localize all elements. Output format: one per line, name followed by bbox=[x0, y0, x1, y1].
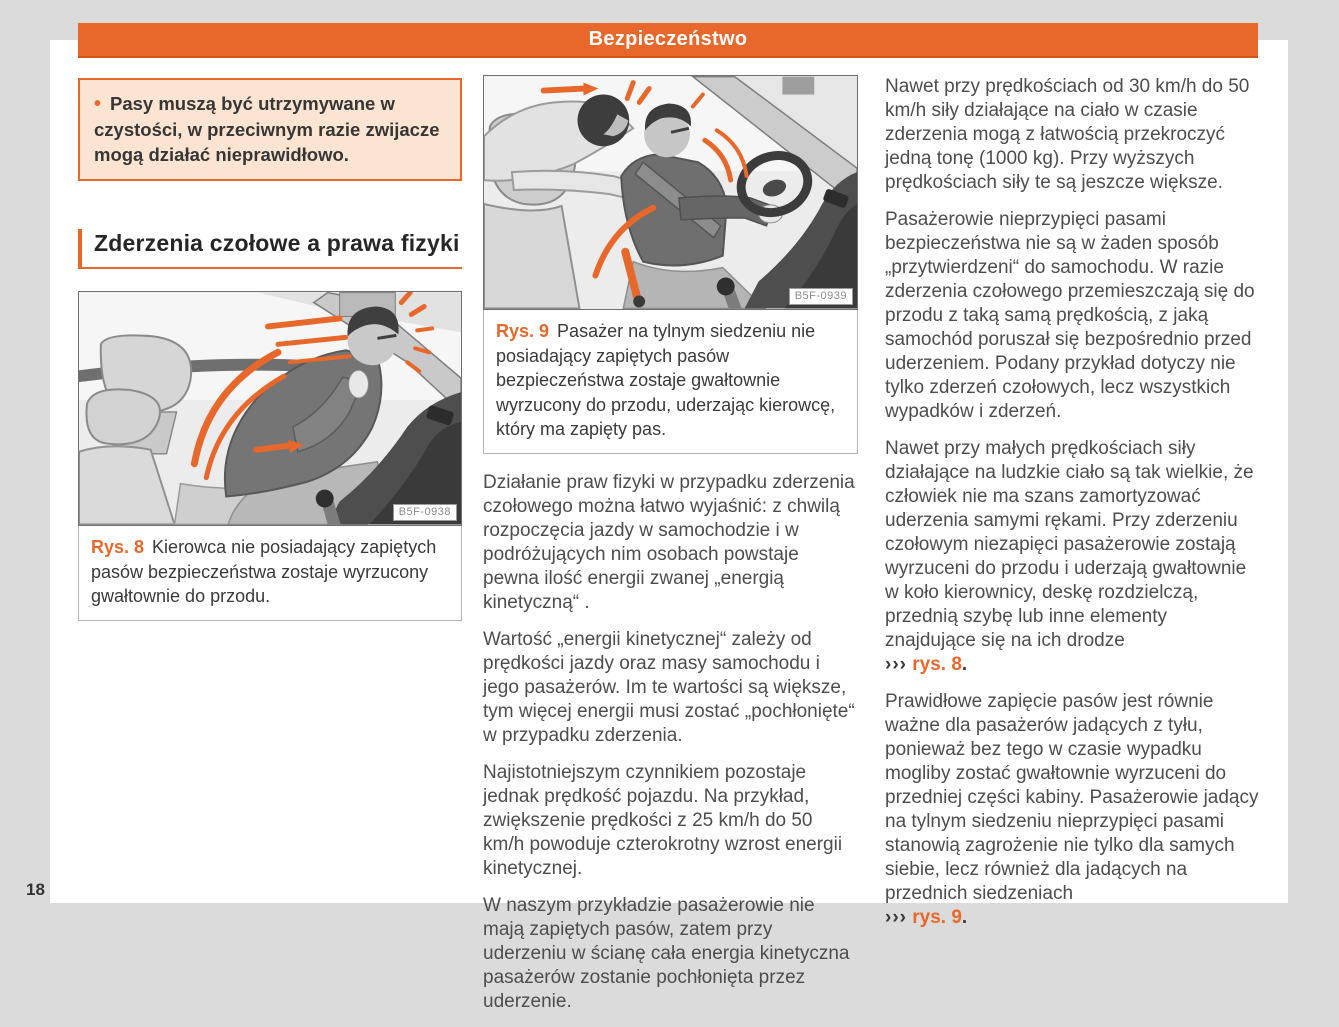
figure-9 bbox=[483, 75, 858, 454]
figure-8-label: Rys. 8 bbox=[91, 537, 145, 557]
warning-note-text: Pasy muszą być utrzymywane w czystości, w przeciwnym razie zwijacze mogą działać nieprawidłowo. bbox=[94, 93, 440, 165]
middle-column bbox=[483, 75, 858, 1027]
paragraph: Najistotniejszym czynnikiem pozostaje jednak prędkość pojazdu. Na przykład, zwiększenie prędkości z 25 km/h do 50 km/h powoduje czterokrotny wzrost energii kinetycznej. bbox=[483, 761, 843, 879]
page-header-banner bbox=[78, 23, 1258, 58]
paragraph: Pasażerowie nieprzypięci pasami bezpieczeństwa nie są w żaden sposób „przytwierdzeni“ do samochodu. W razie zderzenia czołowego przemieszczają się do przodu z taką samą prędkością, z jaką samochód poruszał się bezpośrednio przed uderzeniem. Podany przykład dotyczy nie tylko zderzeń czołowych, lecz wszystkich wypadków i zderzeń. bbox=[885, 209, 1255, 422]
figure-9-label: Rys. 9 bbox=[496, 321, 550, 341]
image-code-label: B5F-0938 bbox=[393, 504, 457, 521]
belt-buckle bbox=[633, 295, 645, 307]
car-crash-rear-passenger-illustration bbox=[484, 76, 857, 309]
paragraph: Wartość „energii kinetycznej“ zależy od prędkości jazdy oraz masy samochodu i jego pasażerów. Im te wartości są większe, tym więcej energii musi zostać „pochłonięte“ w przypadku zderzenia. bbox=[483, 628, 855, 746]
left-column bbox=[78, 78, 462, 621]
page-header-title: Bezpieczeństwo bbox=[588, 28, 748, 50]
figure-9-caption: Rys. 9 Pasażer na tylnym siedzeniu nie posiadający zapiętych pasów bezpieczeństwa zostaje gwałtownie wyrzucony do przodu, uderzając kierowcę, który ma zapięty pas. bbox=[483, 310, 858, 454]
paragraph: Prawidłowe zapięcie pasów jest równie ważne dla pasażerów jadących z tyłu, ponieważ bez tego w czasie wypadku mogliby zostać gwałtownie wyrzuceni do przedniej części kabiny. Pasażerowie jadący na tylnym siedzeniu nieprzypięci pasami stanowią zagrożenie nie tylko dla samych siebie, lecz również dla jadących na przednich siedzeniach ››› rys. 9. bbox=[885, 691, 1259, 928]
figure-8-caption: Rys. 8 Kierowca nie posiadający zapiętych pasów bezpieczeństwa zostaje wyrzucony gwałtownie do przodu. bbox=[78, 526, 462, 621]
paragraph: W naszym przykładzie pasażerowie nie mają zapiętych pasów, zatem przy uderzeniu w ścianę cała energia kinetyczna pasażerów zostanie pochłonięta przez uderzenie. bbox=[483, 894, 850, 1012]
car-crash-driver-illustration bbox=[79, 292, 461, 525]
paragraph: Nawet przy prędkościach od 30 km/h do 50 km/h siły działające na ciało w czasie zderzenia mogą z łatwością przekroczyć jedną tonę (1000 kg). Przy wyższych prędkościach siły te są jeszcze większe. bbox=[885, 76, 1250, 193]
gear-shifter bbox=[717, 278, 735, 296]
gear-shifter bbox=[316, 490, 334, 508]
figure-8-reference[interactable]: ››› rys. 8. bbox=[885, 654, 968, 675]
figure-8-image bbox=[78, 291, 462, 526]
paragraph: Nawet przy małych prędkościach siły działające na ludzkie ciało są tak wielkie, że człowiek nie ma szans zamortyzować uderzenia samymi rękami. Przy zderzeniu czołowym niezapięci pasażerowie zostają wyrzuceni do przodu i uderzają gwałtownie w koło kierownicy, deskę rozdzielczą, przednią szybę lub inne elementy znajdujące się na ich drodze ››› rys. 8. bbox=[885, 438, 1254, 675]
chevron-ref-icon: ››› bbox=[885, 654, 907, 675]
chevron-ref-icon: ››› bbox=[885, 907, 907, 928]
image-code-label: B5F-0939 bbox=[789, 288, 853, 305]
bullet-icon: • bbox=[94, 93, 102, 115]
figure-9-image bbox=[483, 75, 858, 310]
section-heading: Zderzenia czołowe a prawa fizyki bbox=[78, 229, 462, 269]
page-number: 18 bbox=[26, 880, 45, 899]
right-column bbox=[885, 75, 1262, 943]
figure-9-reference[interactable]: ››› rys. 9. bbox=[885, 907, 968, 928]
warning-note bbox=[78, 78, 462, 181]
paragraph: Działanie praw fizyki w przypadku zderzenia czołowego można łatwo wyjaśnić: z chwilą rozpoczęcia jazdy w samochodzie i w podróżujących nim osobach powstaje pewna ilość energii zwanej „energią kinetyczną“ . bbox=[483, 471, 855, 613]
figure-8 bbox=[78, 291, 462, 621]
